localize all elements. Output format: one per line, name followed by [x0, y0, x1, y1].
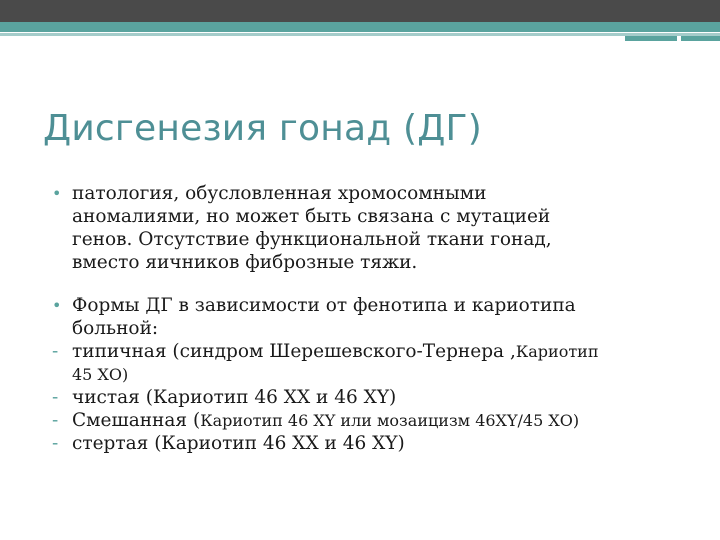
- dash-text-small: 45 ХО): [72, 365, 129, 384]
- slide-content: [52, 182, 712, 455]
- bullet-line: Формы ДГ в зависимости от фенотипа и кариотипа: [72, 295, 576, 316]
- bullet-marker: •: [52, 184, 62, 203]
- bullet-line: патология, обусловленная хромосомными: [72, 183, 487, 204]
- bullet-item: [52, 294, 712, 340]
- slide-title: Дисгенезия гонад (ДГ): [43, 108, 482, 149]
- bullet-line: аномалиями, но может быть связана с мутацией: [72, 206, 551, 227]
- dash-item: [52, 386, 712, 409]
- dash-text: стертая (Кариотип 46 ХХ и 46 XY): [72, 433, 405, 454]
- accent-stub-right: [681, 36, 720, 41]
- top-accent-bar: [0, 22, 720, 32]
- top-dark-bar: [0, 0, 720, 22]
- dash-text-small: Кариотип: [515, 342, 599, 361]
- dash-text: типичная (синдром Шерешевского-Тернера ,: [72, 341, 516, 362]
- dash-text: чистая (Кариотип 46 ХХ и 46 XY): [72, 387, 397, 408]
- dash-item: [52, 409, 712, 432]
- top-accent-line: [0, 33, 720, 36]
- dash-marker: -: [52, 410, 59, 431]
- dash-text-small: Кариотип 46 XY или мозаицизм 46XY/45 ХО): [200, 411, 580, 430]
- bullet-marker: •: [52, 296, 62, 315]
- bullet-line: больной:: [72, 318, 159, 339]
- dash-item: [52, 340, 712, 386]
- bullet-item: [52, 182, 712, 274]
- dash-marker: -: [52, 433, 59, 454]
- bullet-line: генов. Отсутствие функциональной ткани гонад,: [72, 229, 552, 250]
- dash-text: Смешанная (: [72, 410, 201, 431]
- bullet-line: вместо яичников фиброзные тяжи.: [72, 252, 418, 273]
- accent-stub-left: [625, 36, 677, 41]
- dash-marker: -: [52, 387, 59, 408]
- dash-marker: -: [52, 341, 59, 362]
- dash-item: [52, 432, 712, 455]
